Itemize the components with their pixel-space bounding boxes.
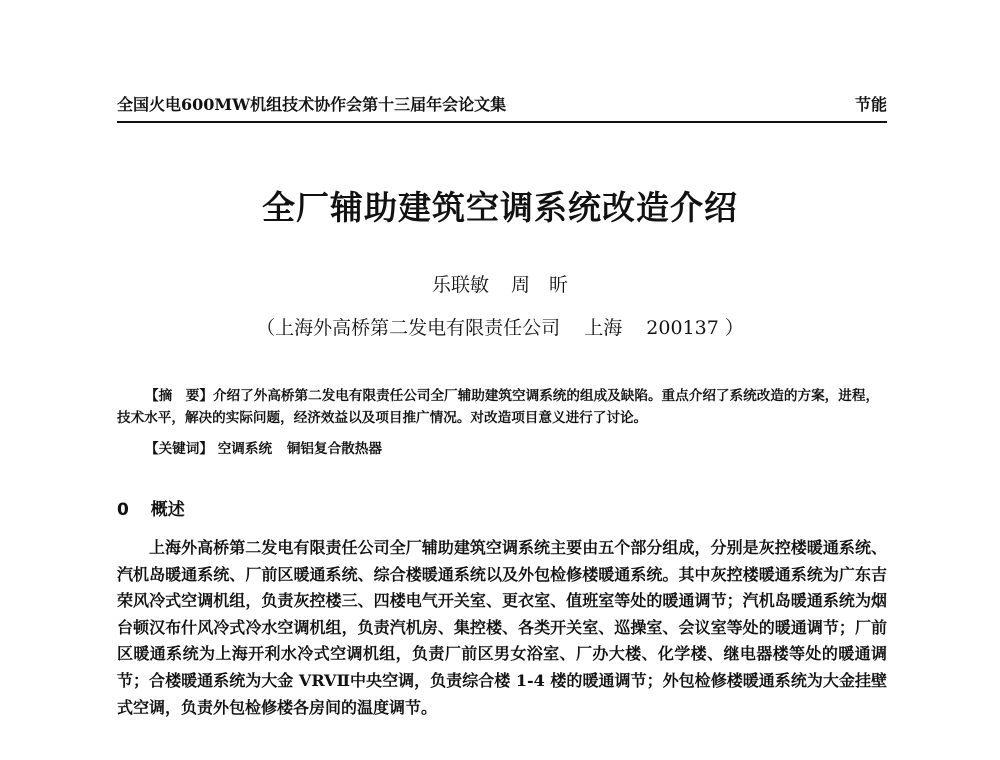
- abstract-text: 介绍了外高桥第二发电有限责任公司全厂辅助建筑空调系统的组成及缺陷。重点介绍了系统改造的方案，进程，技术水平，解决的实际问题，经济效益以及项目推广情况。对改造项目意义进行了讨论。: [117, 388, 880, 426]
- section-tag: 节能: [854, 95, 887, 114]
- body-paragraph: 上海外高桥第二发电有限责任公司全厂辅助建筑空调系统主要由五个部分组成，分别是灰控楼暖通系统、汽机岛暖通系统、厂前区暖通系统、综合楼暖通系统以及外包检修楼暖通系统。其中灰控楼暖通系统为广东吉荣风冷式空调机组，负责灰控楼三、四楼电气开关室、更衣室、值班室等处的暖通调节；汽机岛暖通系统为烟台顿汉布什风冷式冷水空调机组，负责汽机房、集控楼、各类开关室、巡操室、会议室等处的暖通调节；厂前区暖通系统为上海开利水冷式空调机组，负责厂前区男女浴室、厂办大楼、化学楼、继电器楼等处的暖通调节；合楼暖通系统为大金 VRVⅡ中央空调，负责综合楼 1-4 楼的暖通调节；外包检修楼暖通系统为大金挂壁式空调，负责外包检修楼各房间的温度调节。: [117, 538, 887, 717]
- keyword-1: 空调系统: [217, 441, 273, 457]
- affiliation: [0, 313, 1000, 340]
- journal-name: 全国火电600MW机组技术协作会第十三届年会论文集: [117, 95, 507, 114]
- abstract-label: 【摘 要】: [145, 388, 213, 404]
- section-title: 概述: [150, 500, 185, 520]
- running-header: [117, 92, 887, 120]
- abstract: [117, 385, 887, 429]
- affiliation-org: （上海外高桥第二发电有限责任公司: [256, 317, 561, 339]
- keywords-label: 【关键词】: [145, 441, 213, 457]
- keywords: [145, 437, 382, 457]
- body-text: [117, 535, 887, 721]
- section-heading: [117, 495, 185, 520]
- author-2: 周 昕: [511, 274, 569, 296]
- header-rule: [117, 121, 887, 123]
- affiliation-postcode: 200137 ）: [646, 317, 744, 339]
- section-number: 0: [117, 500, 129, 520]
- paper-title: 全厂辅助建筑空调系统改造介绍: [262, 188, 738, 227]
- author-list: [0, 270, 1000, 297]
- affiliation-city: 上海: [584, 317, 623, 339]
- author-1: 乐联敏: [431, 274, 489, 296]
- keyword-2: 铜铝复合散热器: [286, 441, 382, 457]
